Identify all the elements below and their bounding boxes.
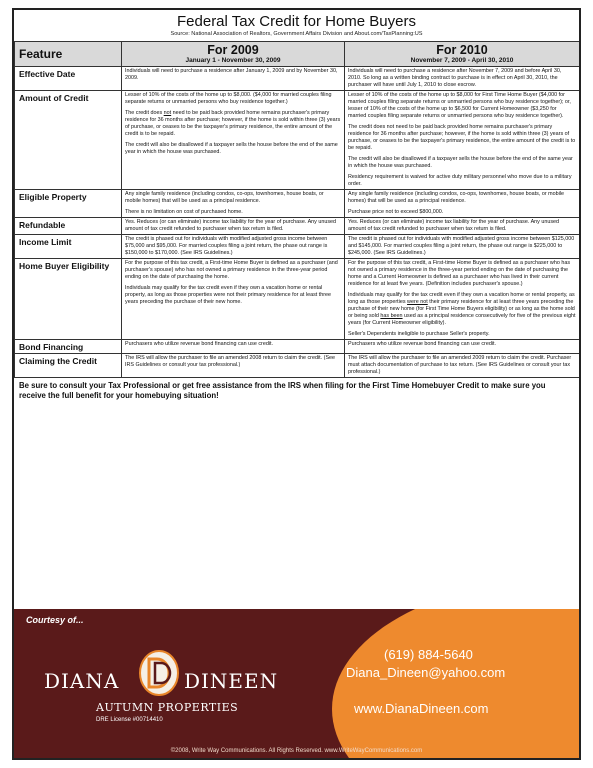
- cell-text: Lesser of 10% of the costs of the home up to $8,000. ($4,000 for married couples filing separate returns or unmarried persons who buy residence together.): [125, 92, 332, 105]
- header-2010-title: For 2010: [436, 43, 488, 57]
- header-2009-title: For 2009: [207, 43, 259, 57]
- table-row-bond-financing: [15, 340, 580, 354]
- underlined-text: not: [163, 110, 172, 116]
- logo-last-name: DINEEN: [184, 669, 279, 693]
- cell-text: Any single family residence (including condos, co-ops, townhomes, house boats, or mobile homes) that will be used as a principal residence.: [348, 191, 565, 204]
- cell-2010: [345, 259, 580, 340]
- cell-2010: [345, 190, 580, 218]
- cell-2010: [345, 91, 580, 190]
- table-row-eligible-property: [15, 190, 580, 218]
- cell-2009: [122, 354, 345, 378]
- cell-text: Purchasers who utilize revenue bond financing can use credit.: [348, 341, 497, 347]
- cell-text: For the purpose of this tax credit, a First-time Home Buyer is defined as a purchaser (and purchaser's spouse) who has not owned a primary residence in the three-year period ending on the date of purchasing the home.: [125, 260, 338, 280]
- cell-text: The credit does not need to be paid back provided home remains purchaser's primary residence for 36 months after purchase; however, if the home is sold within three (3) years of purchase, or ceases to be the taxpayer's primary residence, the entire amount of the credit is to be repaid.: [348, 124, 576, 151]
- row-label: Claiming the Credit: [15, 354, 122, 378]
- cell-text: Residency requirement is waived for active duty military personnel who move due to a military order.: [348, 174, 572, 187]
- email-link[interactable]: Diana_Dineen@yahoo.com: [346, 665, 506, 680]
- cell-text: [348, 292, 576, 327]
- cell-text: Yes. Reduces (or can eliminate) income tax liability for the year of purchase. Any unused amount of tax credit refunded to purchaser when tax return is filed.: [125, 219, 337, 232]
- table-row-home-buyer-eligibility: [15, 259, 580, 340]
- row-label: Effective Date: [15, 67, 122, 91]
- cell-text: Seller's Dependents ineligible to purchase Seller's property.: [348, 331, 490, 337]
- cell-2009: [122, 259, 345, 340]
- page-title: Federal Tax Credit for Home Buyers: [177, 13, 416, 30]
- row-label: Home Buyer Eligibility: [15, 259, 122, 340]
- tax-credit-table: [14, 41, 580, 378]
- text-run: The credit does: [125, 110, 164, 116]
- cell-2010: [345, 340, 580, 354]
- cell-text: Individuals will need to purchase a residence after January 1, 2009 and by November 30, 2009.: [125, 68, 338, 81]
- cell-text: [125, 110, 341, 138]
- cell-text: The IRS will allow the purchaser to file an amended 2008 return to claim the credit. (See IRS Guidelines or consult your tax professional.): [125, 355, 336, 368]
- cell-text: The credit will also be disallowed if a taxpayer sells the house before the end of the same year in which the house was purchased.: [348, 156, 573, 169]
- website-link[interactable]: www.DianaDineen.com: [354, 701, 489, 716]
- underlined-text: has been: [380, 313, 403, 319]
- source-line: Source: National Association of Realtors, Government Affairs Division and About.com/TaxPlanning:US: [170, 31, 423, 37]
- header-2010: [345, 42, 580, 67]
- cell-text: Any single family residence (including condos, co-ops, townhomes, house boats, or mobile homes) that will be used as a principal residence.: [125, 191, 324, 204]
- orange-swoosh: [332, 609, 579, 758]
- cell-2009: [122, 91, 345, 190]
- cell-2010: [345, 235, 580, 259]
- agent-banner: [14, 609, 579, 758]
- text-run: used as a principal residence consecutively for five of the previous eight years (for Current Homeowner eligibility).: [348, 313, 576, 326]
- cell-text: Purchase price not to exceed $800,000.: [348, 209, 444, 215]
- cell-text: For the purpose of this tax credit, a First-time Home Buyer is defined as a purchaser who has not owned a primary residence in the three-year period ending on the date of purchasing the home and a Current Homeowner is defined as a purchaser who has lived in their current residence for at least five years. (Definition includes purchaser's spouse.): [348, 260, 571, 287]
- agent-logo: [44, 649, 314, 714]
- text-run: need to be paid back provided home remains purchaser's primary residence for 36 months after purchase; however, if the home is sold within three (3) years of purchase, or ceases to be the taxpayer's primary residence, the entire amount of the credit is to be repaid.: [125, 110, 341, 137]
- cell-2009: [122, 190, 345, 218]
- cell-text: The credit is phased out for individuals with modified adjusted gross income between $125,000 and $145,000. For married couples filing a joint return, the phase out range is $225,000 to $245,000. (See IRS Guidelines.): [348, 236, 575, 256]
- cell-text: Purchasers who utilize revenue bond financing can use credit.: [125, 341, 274, 347]
- header-2009-range: January 1 - November 30, 2009: [185, 57, 281, 64]
- text-run: their primary residence for at least three years preceding the purchase of their new home (for First Time Home Buyers eligibility) or as long as the home sold or being sold: [348, 299, 575, 319]
- cell-text: Lesser of 10% of the costs of the home up to $8,000 for First Time Home Buyer ($4,000 for married couples filing separate returns or unmarried persons who buy residence together); or, lesser of 10% of the costs of the home up to $6,500 for Current Homeowner ($3,250 for married couples filing separate returns or unmarried persons who buy residence together).: [348, 92, 571, 119]
- dd-monogram-icon: [138, 649, 180, 697]
- consult-notice: Be sure to consult your Tax Professional or get free assistance from the IRS when filing for the First Time Homebuyer Credit to make sure you receive the full benefit for your homebuying situation!: [19, 381, 546, 400]
- feature-header: Feature: [15, 42, 122, 67]
- table-row-claiming-the-credit: [15, 354, 580, 378]
- row-label: Income Limit: [15, 235, 122, 259]
- cell-2009: [122, 235, 345, 259]
- cell-2009: [122, 218, 345, 235]
- table-header-row: [15, 42, 580, 67]
- cell-2010: [345, 354, 580, 378]
- phone-number: (619) 884-5640: [384, 647, 473, 662]
- cell-text: The credit will also be disallowed if a taxpayer sells the house before the end of the same year in which the house was purchased.: [125, 142, 338, 155]
- logo-company: AUTUMN PROPERTIES: [96, 701, 239, 714]
- license-number: DRE License #00714410: [96, 717, 163, 723]
- cell-2009: [122, 67, 345, 91]
- table-row-amount-of-credit: [15, 91, 580, 190]
- courtesy-label: Courtesy of...: [26, 615, 84, 625]
- cell-2010: [345, 218, 580, 235]
- row-label: Eligible Property: [15, 190, 122, 218]
- cell-2010: [345, 67, 580, 91]
- flyer-sheet: [12, 8, 581, 760]
- copyright-notice: ©2008, Write Way Communications. All Rights Reserved. www.WriteWayCommunications.com: [170, 748, 423, 754]
- cell-text: There is no limitation on cost of purchased home.: [125, 209, 243, 215]
- row-label: Amount of Credit: [15, 91, 122, 190]
- header-2010-range: November 7, 2009 - April 30, 2010: [410, 57, 514, 64]
- table-row-income-limit: [15, 235, 580, 259]
- underlined-text: were not: [407, 299, 428, 305]
- row-label: Bond Financing: [15, 340, 122, 354]
- cell-text: Yes. Reduces (or can eliminate) income tax liability for the year of purchase. Any unused amount of tax credit refunded to purchaser when tax return is filed.: [348, 219, 560, 232]
- cell-2009: [122, 340, 345, 354]
- cell-text: The credit is phased out for individuals with modified adjusted gross income between $75,000 and $95,000. For married couples filing a joint return, the phase out range is $150,000 to $170,000. (See IRS Guidelines.): [125, 236, 328, 256]
- row-label: Refundable: [15, 218, 122, 235]
- header-2009: [122, 42, 345, 67]
- text-run: Individuals may qualify for the tax credit even if they own a vacation home or rental property, as long as those properties: [348, 292, 575, 305]
- logo-first-name: DIANA: [44, 669, 120, 693]
- table-row-refundable: [15, 218, 580, 235]
- table-row-effective-date: [15, 67, 580, 91]
- cell-text: The IRS will allow the purchaser to file an amended 2009 return to claim the credit. Purchaser must attach documentation of purchase to tax return. (See IRS Guidelines or consult your tax professional.): [348, 355, 572, 375]
- cell-text: Individuals will need to purchase a residence after November 7, 2009 and before April 30, 2010. So long as a written binding contract to purchase is in effect on April 30, 2010, the purchaser will have until July 1, 2010 to close escrow.: [348, 68, 562, 88]
- cell-text: Individuals may qualify for the tax credit even if they own a vacation home or rental property, as long as those properties were not their primary residence for at least three years preceding the purchase of their new home.: [125, 285, 332, 305]
